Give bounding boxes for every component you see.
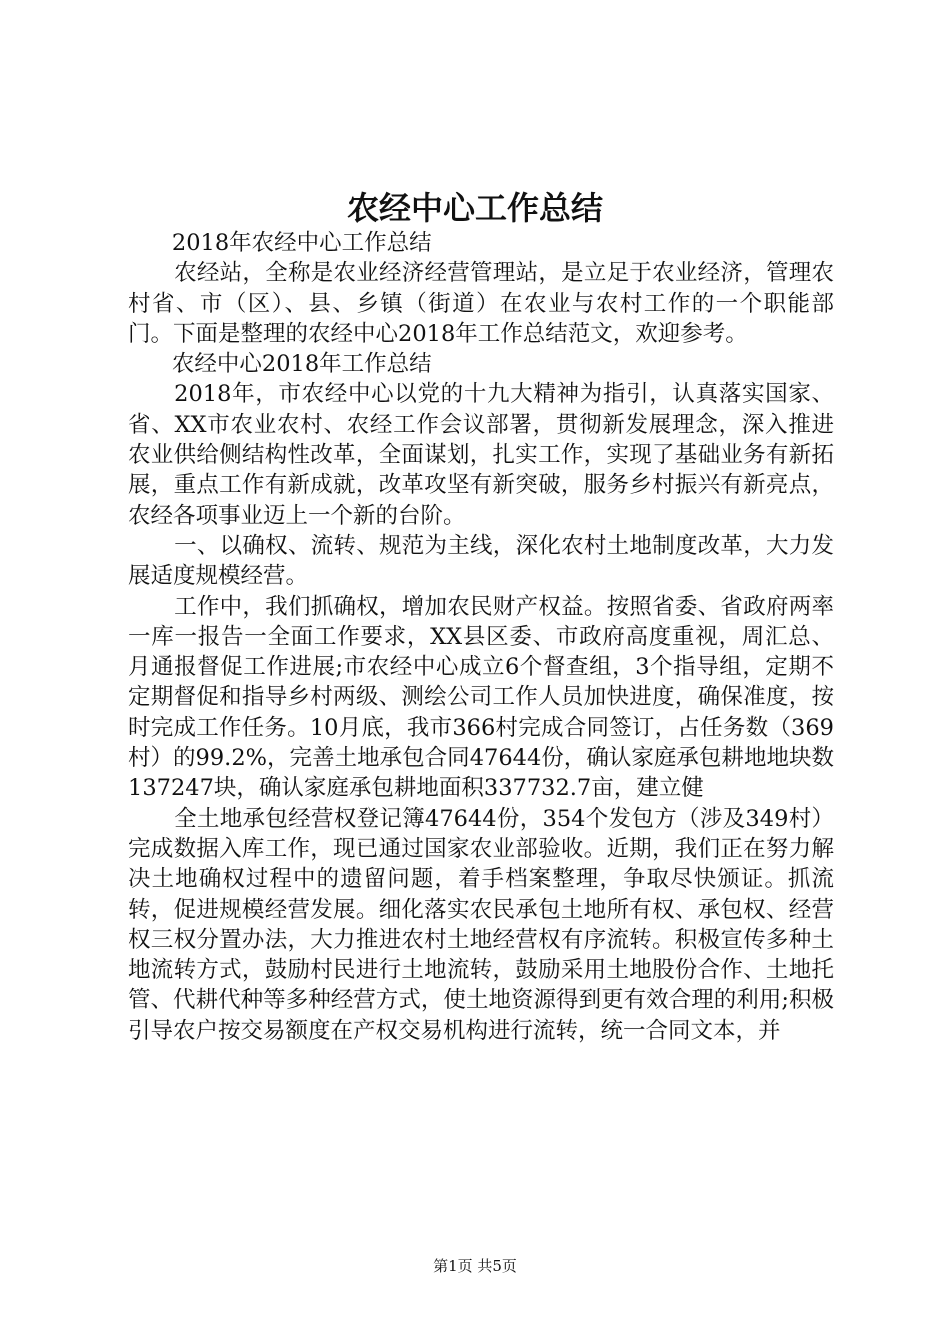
document-title: 农经中心工作总结 (346, 189, 603, 227)
summary-paragraph: 2018年，市农经中心以党的十九大精神为指引，认真落实国家、省、XX市农业农村、农经工作会议部署，贯彻新发展理念，深入推进农业供给侧结构性改革，全面谋划，扎实工作，实现了基础业务有新拓展，重点工作有新成就，改革攻坚有新突破，服务乡村振兴有新亮点，农经各项事业迈上一个新的台阶。 (128, 381, 834, 529)
document-body (128, 228, 834, 1046)
page-footer: 第1页 共5页 (433, 1257, 517, 1275)
transfer-paragraph: 全土地承包经营权登记簿47644份，354个发包方（涉及349村）完成数据入库工作，现已通过国家农业部验收。近期，我们正在努力解决土地确权过程中的遗留问题，着手档案整理，争取尽快颁证。抓流转，促进规模经营发展。细化落实农民承包土地所有权、承包权、经营权三权分置办法，大力推进农村土地经营权有序流转。积极宣传多种土地流转方式，鼓励村民进行土地流转，鼓励采用土地股份合作、土地托管、代耕代种等多种经营方式，使土地资源得到更有效合理的利用;积极引导农户按交易额度在产权交易机构进行流转，统一合同文本，并 (128, 805, 834, 1044)
intro-paragraph: 农经站，全称是农业经济经营管理站，是立足于农业经济，管理农村省、市（区）、县、乡镇（街道）在农业与农村工作的一个职能部门。下面是整理的农经中心2018年工作总结范文，欢迎参考。 (128, 260, 834, 347)
subtitle-paragraph: 2018年农经中心工作总结 (171, 230, 432, 256)
confirmation-paragraph: 工作中，我们抓确权，增加农民财产权益。按照省委、省政府两率一库一报告一全面工作要求，XX县区委、市政府高度重视，周汇总、月通报督促工作进展;市农经中心成立6个督查组，3个指导组，定期不定期督促和指导乡村两级、测绘公司工作人员加快进度，确保准度，按时完成工作任务。10月底，我市366村完成合同签订，占任务数（369村）的99.2%，完善土地承包合同47644份，确认家庭承包耕地地块数137247块，确认家庭承包耕地面积337732.7亩，建立健 (128, 593, 834, 802)
section-one-heading: 一、以确权、流转、规范为主线，深化农村土地制度改革，大力发展适度规模经营。 (128, 532, 834, 590)
section-heading-paragraph: 农经中心2018年工作总结 (171, 351, 432, 378)
